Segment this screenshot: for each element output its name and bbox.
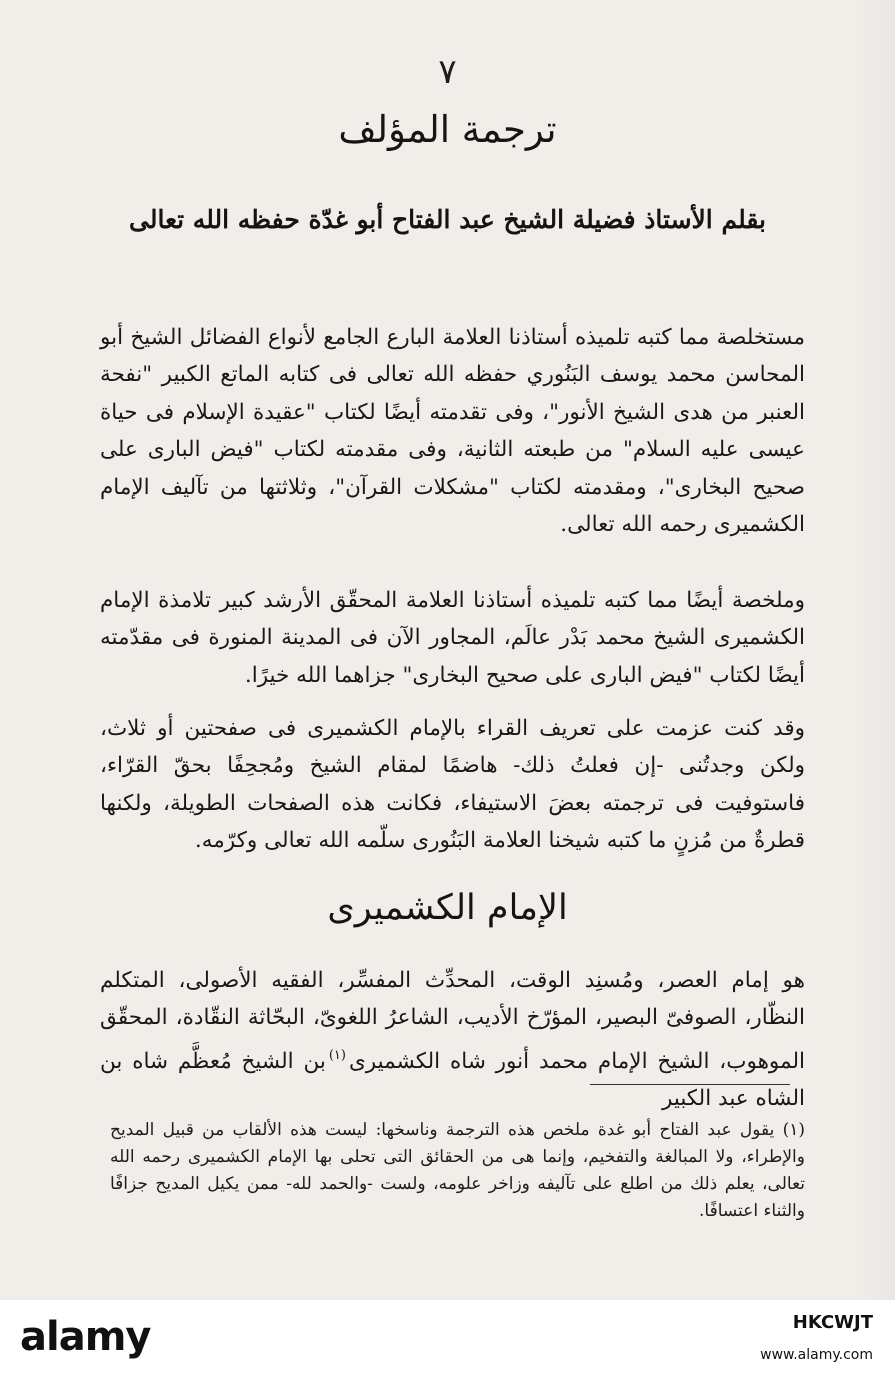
paragraph-intent: وقد كنت عزمت على تعريف القراء بالإمام الكشميرى فى صفحتين أو ثلاث، ولكن وجدتُنى -إن فعلتُ ذلك- هاضمًا لمقام الشيخ ومُجحِفًا بحقّ القرّاء، فاستوفيت فى ترجمته بعضَ الاستيفاء، فكانت هذه الصفحات الطويلة، ولكنها قطرةٌ من مُزنٍ ما كتبه شيخنا العلامة البَنُورى سلّمه الله تعالى وكرّمه. bbox=[100, 715, 805, 853]
footnote-marker: (١) bbox=[328, 1047, 346, 1063]
paragraph-biography bbox=[100, 962, 805, 1118]
paragraph-summary: وملخصة أيضًا مما كتبه تلميذه أستاذنا العلامة المحقّق الأرشد كبير تلامذة الإمام الكشميرى الشيخ محمد بَدْر عالَم، المجاور الآن فى المدينة المنورة فى مقدّمته أيضًا لكتاب "فيض البارى على صحيح البخارى" جزاهما الله خيرًا. bbox=[100, 587, 805, 688]
biography-text: هو إمام العصر، ومُسنِد الوقت، المحدِّث المفسِّر، الفقيه الأصولى، المتكلم النظّار، الصوفىّ البصير، المؤرّخ الأديب، الشاعرُ اللغوىّ، البحّاثة النقّادة، المحقّق الموهوب، الشيخ الإمام محمد أنور شاه الكشميرى bbox=[100, 967, 805, 1074]
watermark-footer bbox=[0, 1300, 895, 1390]
paragraph-sources: مستخلصة مما كتبه تلميذه أستاذنا العلامة البارع الجامع لأنواع الفضائل الشيخ أبو المحاسن محمد يوسف البَنُوري حفظه الله تعالى فى كتابه الماتع الكبير "نفحة العنبر من هدى الشيخ الأنور"، وفى تقدمته أيضًا لكتاب "عقيدة الإسلام فى حياة عيسى عليه السلام" من طبعته الثانية، وفى مقدمته لكتاب "فيض البارى على صحيح البخارى"، ومقدمته لكتاب "مشكلات القرآن"، وثلاثتها من تآليف الإمام الكشميرى رحمه الله تعالى. bbox=[100, 324, 805, 537]
section-heading: الإمام الكشميرى bbox=[327, 888, 568, 928]
page-number: ٧ bbox=[438, 52, 457, 92]
page-title: ترجمة المؤلف bbox=[338, 108, 557, 151]
image-id: HKCWJT bbox=[792, 1312, 873, 1333]
page-edge-shadow bbox=[855, 0, 895, 1300]
biography-text-continued: بن الشيخ مُعظَّم شاه بن الشاه عبد الكبير bbox=[100, 1048, 805, 1111]
footnote: (١) يقول عبد الفتاح أبو غدة ملخص هذه الترجمة وناسخها: ليست هذه الألقاب من قبيل المديح والإطراء، ولا المبالغة والتفخيم، وإنما هى من الحقائق التى تحلى بها الإمام الكشميرى رحمه الله تعالى، يعلم ذلك من اطلع على تآليفه وزاخر علومه، ولست -والحمد لله- ممن يكيل المديح جزافًا والثناء اعتسافًا. bbox=[110, 1120, 805, 1221]
page-subtitle: بقلم الأستاذ فضيلة الشيخ عبد الفتاح أبو غدّة حفظه الله تعالى bbox=[129, 205, 766, 234]
alamy-logo: alamy bbox=[20, 1314, 151, 1360]
footnote-divider bbox=[590, 1084, 790, 1085]
site-url: www.alamy.com bbox=[760, 1347, 873, 1363]
